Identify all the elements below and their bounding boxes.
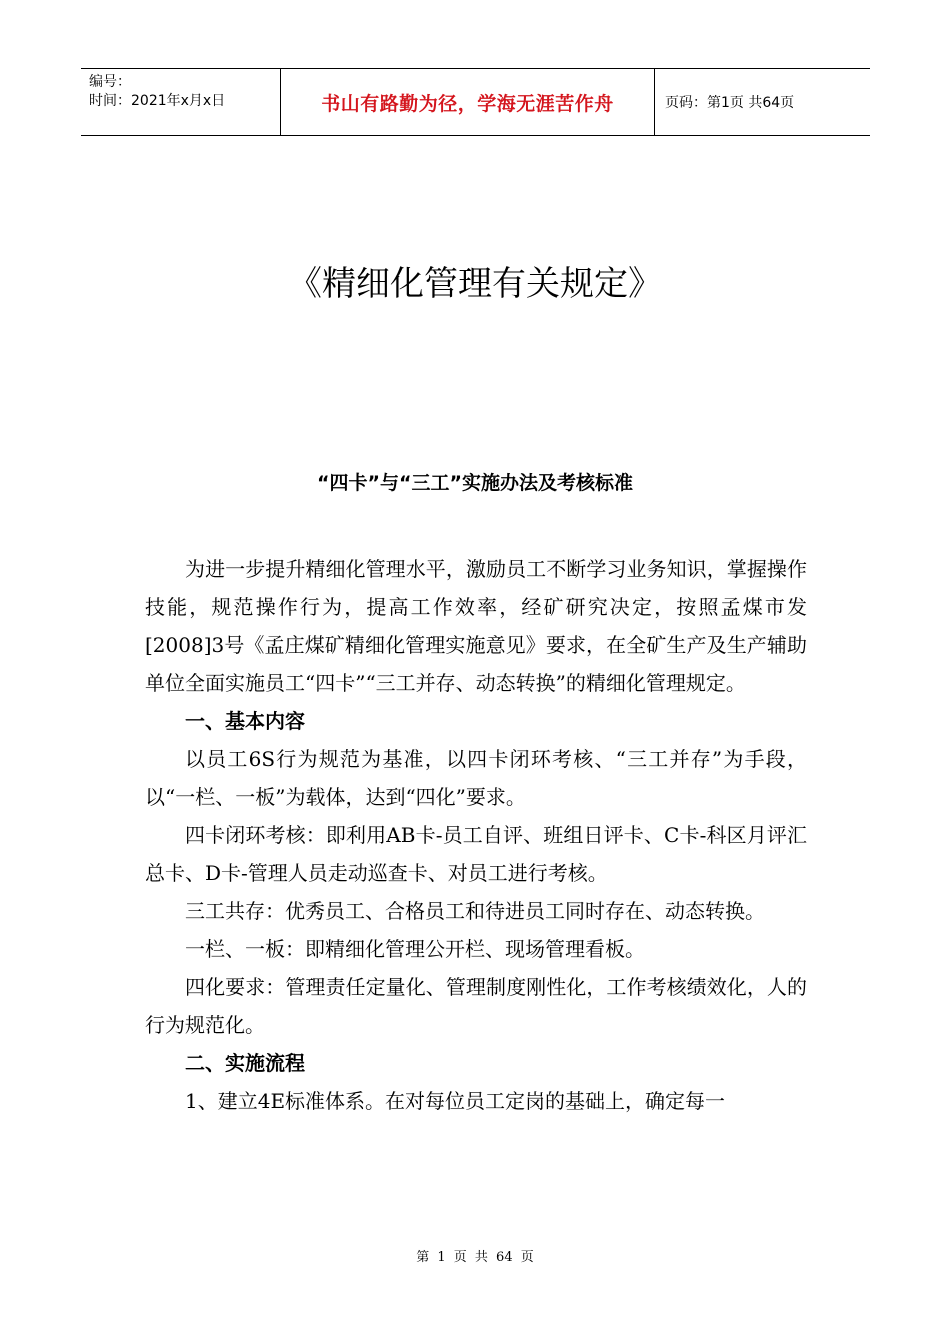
page-header — [81, 68, 870, 136]
document-number-label: 编号： — [89, 74, 131, 90]
section-heading-basic-content: 一、基本内容 — [185, 709, 305, 733]
document-date: 时间：2021年x月x日 — [89, 93, 226, 109]
document-title: 《精细化管理有关规定》 — [288, 264, 662, 304]
document-body — [145, 550, 807, 1120]
header-page-info: 页码：第1页 共64页 — [665, 95, 795, 111]
header-motto: 书山有路勤为径，学海无涯苦作舟 — [281, 69, 655, 135]
intro-paragraph: 为进一步提升精细化管理水平，激励员工不断学习业务知识，掌握操作技能，规范操作行为，提高工作效率，经矿研究决定，按照孟煤市发[2008]3号《孟庄煤矿精细化管理实施意见》要求，在全矿生产及生产辅助单位全面实施员工“四卡”“三工并存、动态转换”的精细化管理规定。 — [145, 557, 807, 695]
body-paragraph: 三工共存：优秀员工、合格员工和待进员工同时存在、动态转换。 — [185, 899, 765, 923]
page-footer: 第 1 页 共 64 页 — [416, 1250, 534, 1265]
body-paragraph: 四化要求：管理责任定量化、管理制度刚性化，工作考核绩效化，人的行为规范化。 — [145, 975, 807, 1037]
section-heading-implementation: 二、实施流程 — [185, 1051, 305, 1075]
body-paragraph: 一栏、一板：即精细化管理公开栏、现场管理看板。 — [185, 937, 645, 961]
header-meta — [81, 69, 281, 135]
body-paragraph: 1、建立4E标准体系。在对每位员工定岗的基础上，确定每一 — [185, 1089, 726, 1113]
body-paragraph: 以员工6S行为规范为基准，以四卡闭环考核、“三工并存”为手段，以“一栏、一板”为载体，达到“四化”要求。 — [145, 747, 807, 809]
section-subtitle: “四卡”与“三工”实施办法及考核标准 — [317, 472, 633, 494]
body-paragraph: 四卡闭环考核：即利用AB卡-员工自评、班组日评卡、C卡-科区月评汇总卡、D卡-管理人员走动巡查卡、对员工进行考核。 — [145, 823, 807, 885]
